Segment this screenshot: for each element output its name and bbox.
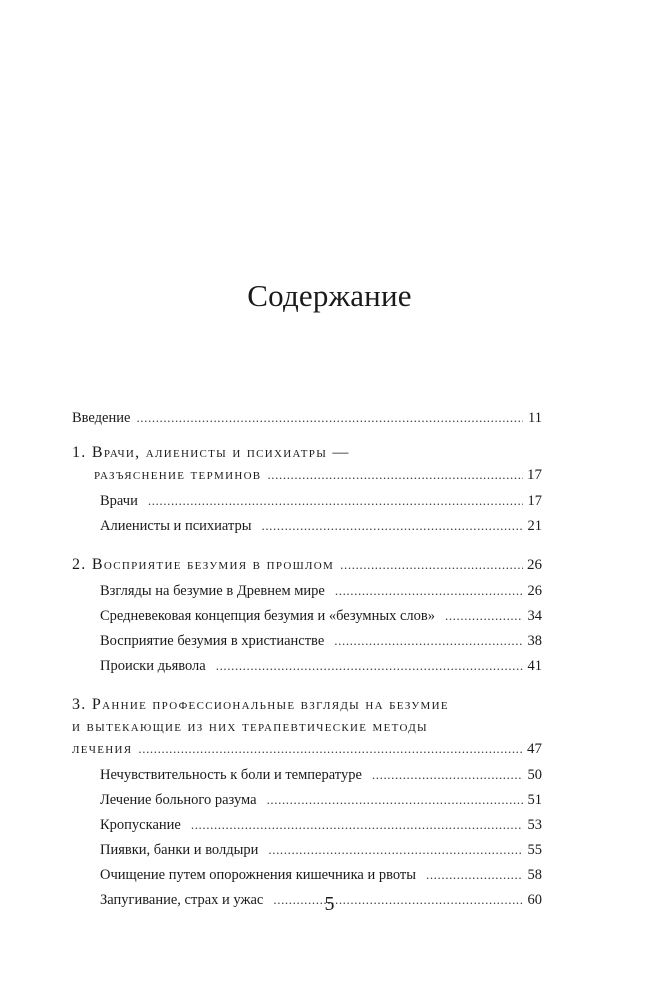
chapter-title-line: 1. Врачи, алиенисты и психиатры —	[72, 444, 350, 461]
toc-section-label: Алиенисты и психиатры	[100, 518, 252, 534]
leader-dots	[340, 554, 523, 576]
toc-page-number: 58	[527, 867, 542, 883]
toc-page-number: 55	[527, 842, 542, 858]
toc-page-number: 26	[527, 557, 542, 573]
toc-section-label: Взгляды на безумие в Древнем мире	[100, 583, 325, 599]
chapter-title-line: и вытекающие из них терапевтические методы	[72, 718, 428, 735]
toc-section-label: Очищение путем опорожнения кишечника и рвоты	[100, 867, 416, 883]
toc-page-number: 11	[528, 410, 542, 426]
toc-section-label: Запугивание, страх и ужас	[100, 892, 264, 908]
toc-section[interactable]	[72, 491, 542, 511]
toc-section[interactable]	[72, 840, 542, 860]
leader-dots	[334, 631, 523, 651]
toc-page-number: 26	[527, 583, 542, 599]
leader-dots	[191, 815, 523, 835]
leader-dots	[138, 738, 523, 760]
toc-section[interactable]	[72, 790, 542, 810]
toc-page-number: 60	[527, 892, 542, 908]
chapter-title-last-line	[72, 464, 542, 486]
leader-dots	[372, 765, 523, 785]
toc-section[interactable]	[72, 516, 542, 536]
leader-dots	[267, 464, 523, 486]
leader-dots	[216, 656, 523, 676]
toc-section-label: Лечение больного разума	[100, 792, 257, 808]
toc-section[interactable]	[72, 656, 542, 676]
leader-dots	[267, 790, 523, 810]
toc-chapter-2[interactable]	[72, 554, 542, 576]
toc-section-label: Восприятие безумия в христианстве	[100, 633, 325, 649]
toc-chapter-3[interactable]	[72, 694, 542, 760]
toc-section-label: Врачи	[100, 493, 138, 509]
leader-dots	[261, 516, 523, 536]
toc-page-number: 51	[527, 792, 542, 808]
chapter-title-line: 2. Восприятие безумия в прошлом	[72, 556, 335, 573]
toc-section[interactable]	[72, 865, 542, 885]
toc-page-number: 34	[527, 608, 542, 624]
toc-section-label: Нечувствительность к боли и температуре	[100, 767, 362, 783]
toc-page-number: 21	[527, 518, 542, 534]
toc-page-number: 50	[527, 767, 542, 783]
table-of-contents	[72, 408, 542, 910]
toc-section-label: Происки дьявола	[100, 658, 206, 674]
chapter-title-last-line	[72, 738, 542, 760]
chapter-title-line: разъяснение терминов	[94, 466, 262, 483]
toc-section-label: Средневековая концепция безумия и «безумных слов»	[100, 608, 435, 624]
leader-dots	[426, 865, 523, 885]
page-number-footer: 5	[324, 893, 335, 915]
toc-entry-label: Введение	[72, 410, 131, 426]
chapter-title-line: лечения	[72, 740, 133, 757]
leader-dots	[268, 840, 523, 860]
leader-dots	[335, 581, 523, 601]
toc-page-number: 41	[527, 658, 542, 674]
chapter-title-line: 3. Ранние профессиональные взгляды на безумие	[72, 696, 449, 713]
toc-chapter-1[interactable]	[72, 442, 542, 486]
toc-page-number: 38	[527, 633, 542, 649]
toc-section[interactable]	[72, 606, 542, 626]
toc-page-number: 53	[527, 817, 542, 833]
toc-page-number: 47	[527, 741, 542, 757]
toc-page-number: 17	[527, 467, 542, 483]
toc-section[interactable]	[72, 815, 542, 835]
toc-section-label: Пиявки, банки и волдыри	[100, 842, 259, 858]
chapter-title-last-line	[72, 554, 542, 576]
toc-entry-introduction[interactable]	[72, 408, 542, 428]
leader-dots	[136, 408, 523, 428]
leader-dots	[148, 491, 523, 511]
toc-page-number: 17	[527, 493, 542, 509]
page-title: Содержание	[247, 278, 412, 313]
toc-section[interactable]	[72, 765, 542, 785]
leader-dots	[445, 606, 523, 626]
toc-section[interactable]	[72, 581, 542, 601]
toc-section-label: Кропускание	[100, 817, 181, 833]
toc-section[interactable]	[72, 631, 542, 651]
